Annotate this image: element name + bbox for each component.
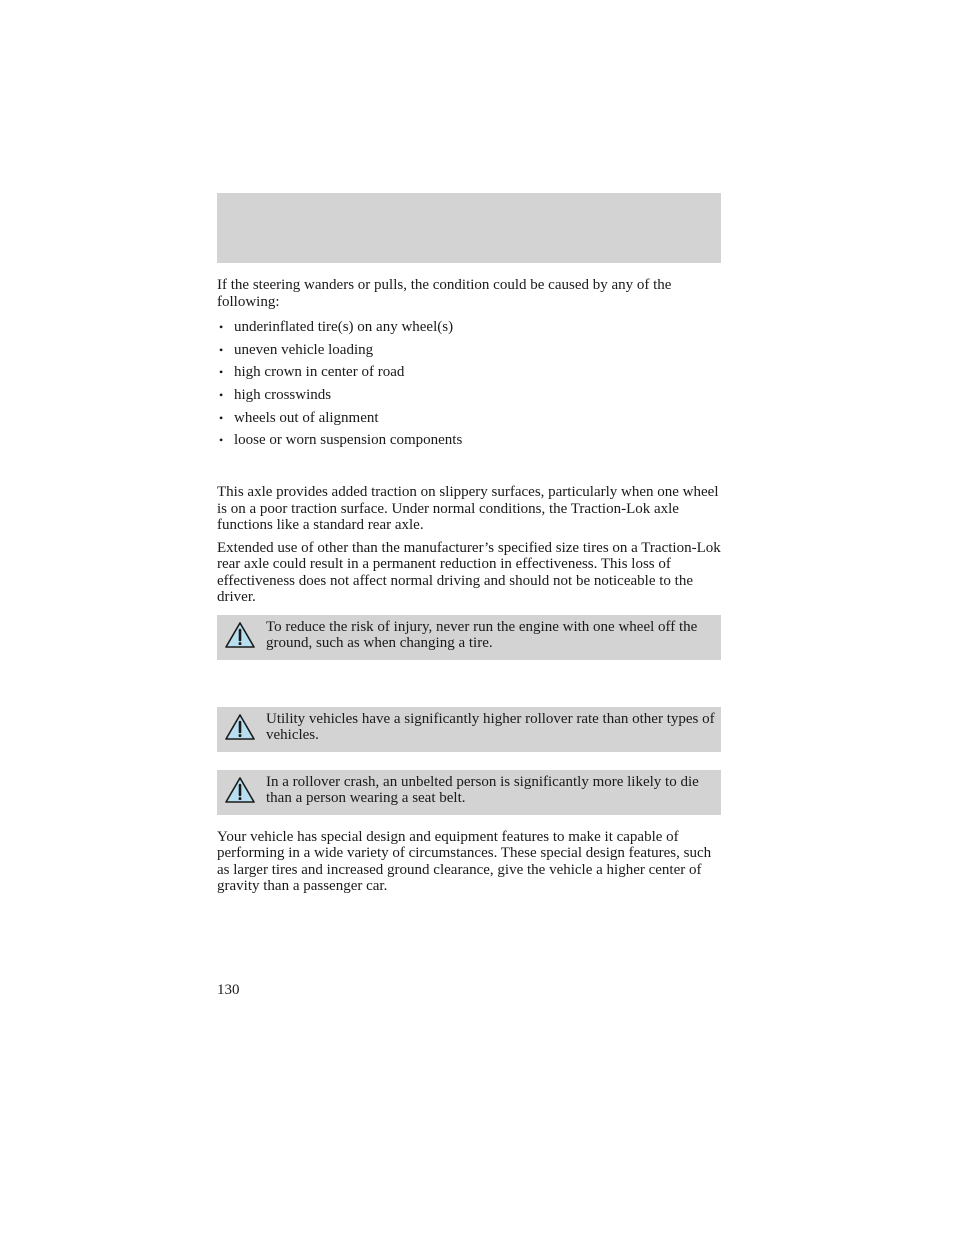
bullet-icon: •	[219, 320, 224, 334]
warning-box-engine	[217, 615, 721, 660]
warning-triangle-icon	[224, 621, 256, 649]
list-item: • high crosswinds	[217, 384, 721, 407]
causes-list	[217, 316, 721, 452]
warning-text: To reduce the risk of injury, never run the engine with one wheel off the ground, such as when changing a tire.	[266, 618, 698, 652]
bullet-icon: •	[219, 410, 224, 425]
bullet-icon: •	[219, 388, 224, 403]
intro-paragraph: If the steering wanders or pulls, the condition could be caused by any of the following:	[217, 277, 672, 310]
header-band	[217, 193, 721, 263]
warning-triangle-icon	[224, 713, 256, 741]
warning-box-rollover-rate	[217, 707, 721, 752]
bullet-icon: •	[219, 365, 224, 380]
page-content	[217, 277, 721, 895]
bullet-icon: •	[219, 433, 224, 448]
axle-paragraph-2: Extended use of other than the manufacturer’s specified size tires on a Traction-Lok rear axle could result in a permanent reduction in effectiveness. This loss of effectiveness does not affect normal driving and should not be noticeable to the driver.	[217, 539, 721, 606]
warning-triangle-icon	[224, 776, 256, 804]
list-item: • high crown in center of road	[217, 361, 721, 384]
closing-paragraph: Your vehicle has special design and equipment features to make it capable of performing in a wide variety of circumstances. These special design features, such as larger tires and increased ground clearance, give the vehicle a higher center of gravity than a passenger car.	[217, 828, 712, 895]
list-item: • wheels out of alignment	[217, 407, 721, 430]
page-number: 130	[217, 982, 240, 998]
warning-box-seat-belt	[217, 770, 721, 815]
warning-text: Utility vehicles have a significantly higher rollover rate than other types of vehicles.	[266, 710, 715, 744]
axle-paragraph-1: This axle provides added traction on slippery surfaces, particularly when one wheel is on a poor traction surface. Under normal conditions, the Traction-Lok axle functions like a standard rear axle.	[217, 484, 719, 534]
list-item: • underinflated tire(s) on any wheel(s)	[217, 316, 721, 339]
list-item: • uneven vehicle loading	[217, 339, 721, 362]
warning-text: In a rollover crash, an unbelted person is significantly more likely to die than a person wearing a seat belt.	[266, 773, 699, 807]
list-item: • loose or worn suspension components	[217, 429, 721, 452]
bullet-icon: •	[219, 342, 224, 357]
